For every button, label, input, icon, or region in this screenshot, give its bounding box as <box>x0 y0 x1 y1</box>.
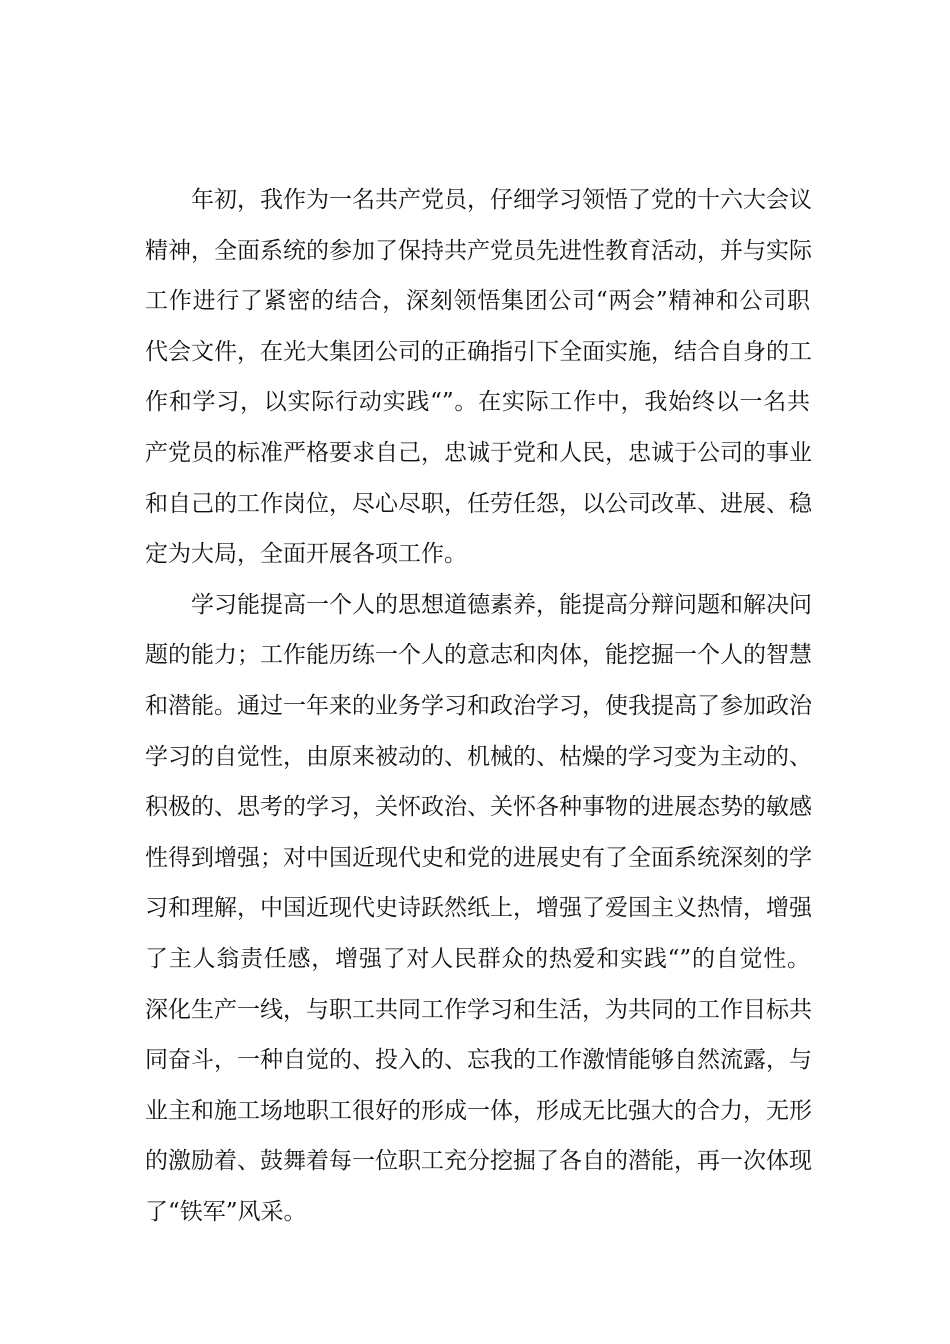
paragraph-1-line-8: 定为大局，全面开展各项工作。 <box>145 541 467 568</box>
paragraph-1-line-2: 精神，全面系统的参加了保持共产党员先进性教育活动，并与实际 <box>145 237 812 264</box>
paragraph-2-line-10: 同奋斗，一种自觉的、投入的、忘我的工作激情能够自然流露，与 <box>145 1047 812 1074</box>
paragraph-2-line-5: 积极的、思考的学习，关怀政治、关怀各种事物的进展态势的敏感 <box>145 794 812 821</box>
paragraph-2-line-3: 和潜能。通过一年来的业务学习和政治学习，使我提高了参加政治 <box>145 692 812 719</box>
document-body <box>145 175 810 1237</box>
paragraph-2-line-13: 了“铁军”风采。 <box>145 1198 307 1225</box>
paragraph-2-line-8: 了主人翁责任感，增强了对人民群众的热爱和实践“”的自觉性。 <box>145 945 810 972</box>
paragraph-2-line-6: 性得到增强；对中国近现代史和党的进展史有了全面系统深刻的学 <box>145 844 812 871</box>
paragraph-2-line-11: 业主和施工场地职工很好的形成一体，形成无比强大的合力，无形 <box>145 1097 812 1124</box>
paragraph-1-line-3: 工作进行了紧密的结合，深刻领悟集团公司“两会”精神和公司职 <box>145 288 810 315</box>
paragraph-2-line-2: 题的能力；工作能历练一个人的意志和肉体，能挖掘一个人的智慧 <box>145 642 812 669</box>
paragraph-2-line-1: 学习能提高一个人的思想道德素养，能提高分辩问题和解决问 <box>191 591 812 618</box>
paragraph-1-line-5: 作和学习，以实际行动实践“”。在实际工作中，我始终以一名共 <box>145 389 810 416</box>
paragraph-2-line-4: 学习的自觉性，由原来被动的、机械的、枯燥的学习变为主动的、 <box>145 743 812 770</box>
paragraph-2-line-12: 的激励着、鼓舞着每一位职工充分挖掘了各自的潜能，再一次体现 <box>145 1148 812 1175</box>
paragraph-2-line-7: 习和理解，中国近现代史诗跃然纸上，增强了爱国主义热情，增强 <box>145 895 812 922</box>
paragraph-1-line-6: 产党员的标准严格要求自己，忠诚于党和人民，忠诚于公司的事业 <box>145 439 812 466</box>
paragraph-1-line-7: 和自己的工作岗位，尽心尽职，任劳任怨，以公司改革、进展、稳 <box>145 490 812 517</box>
paragraph-2-line-9: 深化生产一线，与职工共同工作学习和生活，为共同的工作目标共 <box>145 996 812 1023</box>
paragraph-1-line-4: 代会文件，在光大集团公司的正确指引下全面实施，结合自身的工 <box>145 338 812 365</box>
paragraph-1-line-1: 年初，我作为一名共产党员，仔细学习领悟了党的十六大会议 <box>191 187 812 213</box>
